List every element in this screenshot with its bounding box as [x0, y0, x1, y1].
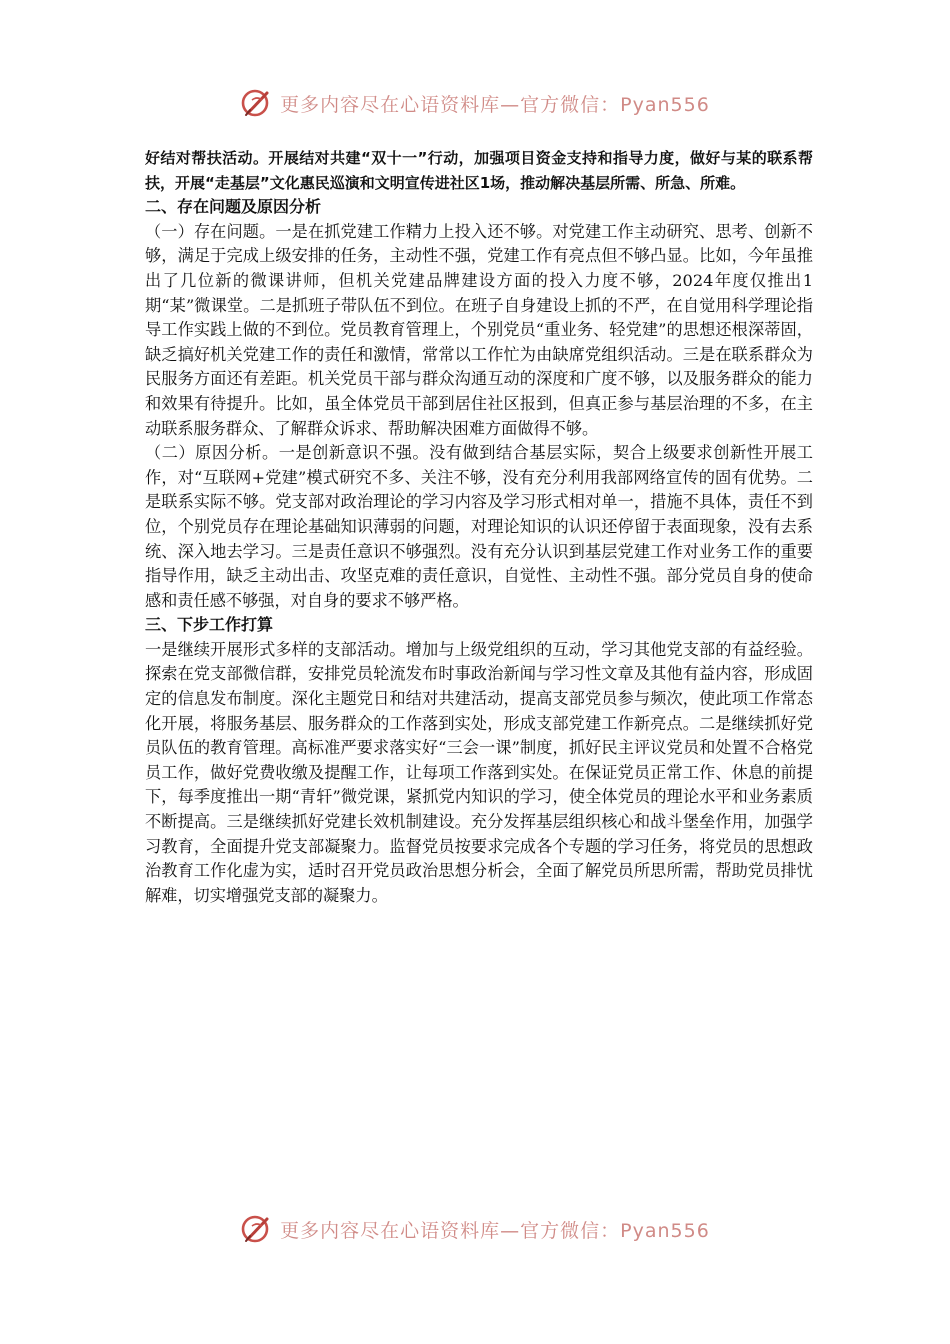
document-body	[145, 146, 813, 908]
section-heading-problems: 二、存在问题及原因分析	[145, 197, 322, 217]
plans-paragraph: 一是继续开展形式多样的支部活动。增加与上级党组织的互动，学习其他党支部的有益经验。探索在党支部微信群，安排党员轮流发布时事政治新闻与学习性文章及其他有益内容，形成固定的信息发布制度。深化主题党日和结对共建活动，提高支部党员参与频次，使此项工作常态化开展，将服务基层、服务群众的工作落到实处，形成支部党建工作新亮点。二是继续抓好党员队伍的教育管理。高标准严要求落实好“三会一课”制度，抓好民主评议党员和处置不合格党员工作，做好党费收缴及提醒工作，让每项工作落到实处。在保证党员正常工作、休息的前提下，每季度推出一期“青轩”微党课，紧抓党内知识的学习，使全体党员的理论水平和业务素质不断提高。三是继续抓好党建长效机制建设。充分发挥基层组织核心和战斗堡垒作用，加强学习教育，全面提升党支部凝聚力。监督党员按要求完成各个专题的学习任务，将党员的思想政治教育工作化虚为实，适时召开党员政治思想分析会，全面了解党员所思所需，帮助党员排忧解难，切实增强党支部的凝聚力。	[145, 639, 813, 905]
watermark-text: 更多内容尽在心语资料库—官方微信：Pyan556	[280, 93, 710, 116]
problems-paragraph: （一）存在问题。一是在抓党建工作精力上投入还不够。对党建工作主动研究、思考、创新不够，满足于完成上级安排的任务，主动性不强，党建工作有亮点但不够凸显。比如，今年虽推出了几位新的微课讲师，但机关党建品牌建设方面的投入力度不够，2024年度仅推出1期“某”微课堂。二是抓班子带队伍不到位。在班子自身建设上抓的不严，在自觉用科学理论指导工作实践上做的不到位。党员教育管理上，个别党员“重业务、轻党建”的思想还根深蒂固，缺乏搞好机关党建工作的责任和激情，常常以工作忙为由缺席党组织活动。三是在联系群众为民服务方面还有差距。机关党员干部与群众沟通互动的深度和广度不够，以及服务群众的能力和效果有待提升。比如，虽全体党员干部到居住社区报到，但真正参与基层治理的不多，在主动联系服务群众、了解群众诉求、帮助解决困难方面做得不够。	[145, 221, 813, 438]
watermark-footer	[0, 1212, 950, 1246]
lead-paragraph: 好结对帮扶活动。开展结对共建“双十一”行动，加强项目资金支持和指导力度，做好与某的联系帮扶，开展“走基层”文化惠民巡演和文明宣传进社区1场，推动解决基层所需、所急、所难。	[145, 149, 813, 192]
watermark-text: 更多内容尽在心语资料库—官方微信：Pyan556	[280, 1219, 710, 1242]
pen-logo-icon	[240, 86, 274, 120]
causes-paragraph: （二）原因分析。一是创新意识不强。没有做到结合基层实际，契合上级要求创新性开展工作，对“互联网+党建”模式研究不多、关注不够，没有充分利用我部网络宣传的固有优势。二是联系实际不够。党支部对政治理论的学习内容及学习形式相对单一，措施不具体，责任不到位，个别党员存在理论基础知识薄弱的问题，对理论知识的认识还停留于表面现象，没有去系统、深入地去学习。三是责任意识不够强烈。没有充分认识到基层党建工作对业务工作的重要指导作用，缺乏主动出击、攻坚克难的责任意识，自觉性、主动性不强。部分党员自身的使命感和责任感不够强，对自身的要求不够严格。	[145, 443, 813, 610]
watermark-header	[0, 86, 950, 120]
section-heading-plans: 三、下步工作打算	[145, 615, 274, 635]
pen-logo-icon	[240, 1212, 274, 1246]
